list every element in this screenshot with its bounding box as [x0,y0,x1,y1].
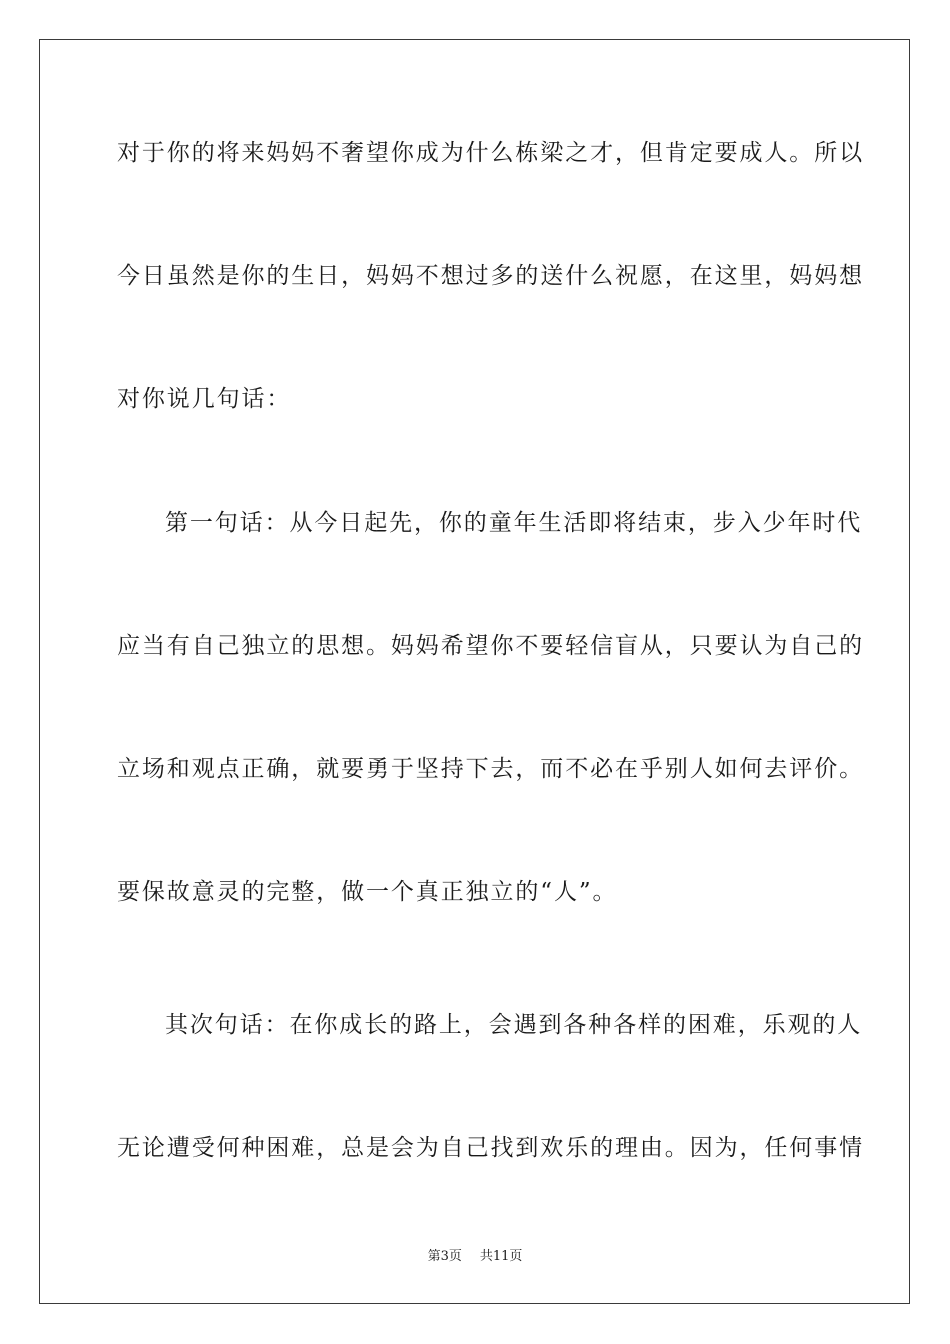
page-number: 第3页 [427,1249,462,1264]
body-text-line: 对你说几句话： [117,386,292,412]
total-pages: 共11页 [479,1249,523,1264]
page-border [39,39,910,1304]
page-footer [0,1248,950,1266]
body-text-line: 对于你的将来妈妈不奢望你成为什么栋梁之才，但肯定要成人。所以 [117,140,864,166]
body-text-line: 要保故意灵的完整，做一个真正独立的“人”。 [117,879,618,905]
body-text-line: 应当有自己独立的思想。妈妈希望你不要轻信盲从，只要认为自己的 [117,633,864,659]
body-text-line: 立场和观点正确，就要勇于坚持下去，而不必在乎别人如何去评价。 [117,756,864,782]
paragraph-start-line: 第一句话：从今日起先，你的童年生活即将结束，步入少年时代 [165,510,863,536]
body-text-line: 今日虽然是你的生日，妈妈不想过多的送什么祝愿，在这里，妈妈想 [117,263,864,289]
body-text-line: 无论遭受何种困难，总是会为自己找到欢乐的理由。因为，任何事情 [117,1135,864,1161]
paragraph-start-line: 其次句话：在你成长的路上，会遇到各种各样的困难，乐观的人 [165,1012,863,1038]
